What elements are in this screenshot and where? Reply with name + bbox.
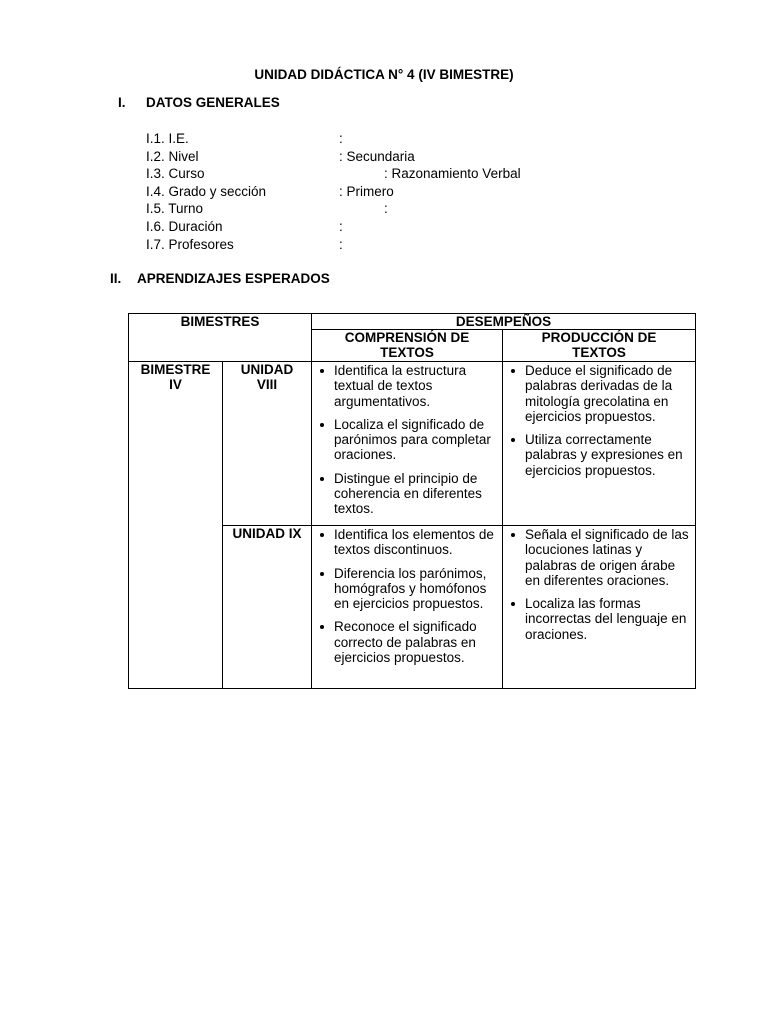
comprension-list (312, 526, 502, 671)
list-item: Identifica la estructura textual de textos argumentativos. (334, 363, 496, 409)
list-item: Utiliza correctamente palabras y expresiones en ejercicios propuestos. (525, 432, 689, 478)
general-data-label: I.3. Curso (146, 166, 205, 182)
general-data-label: I.4. Grado y sección (146, 183, 267, 199)
comprension-cell (312, 362, 503, 526)
produccion-list (503, 362, 695, 484)
produccion-cell (503, 526, 696, 689)
unit-name: UNIDAD IX (223, 526, 312, 689)
general-data-label: I.2. Nivel (146, 148, 199, 164)
list-item: Reconoce el significado correcto de palabras en ejercicios propuestos. (334, 619, 496, 665)
list-item: Localiza las formas incorrectas del lenguaje en oraciones. (525, 596, 689, 642)
header-comprension: COMPRENSIÓN DE TEXTOS (312, 330, 503, 362)
comprension-cell (312, 526, 503, 689)
section-title: DATOS GENERALES (146, 95, 280, 110)
general-data-value: : Razonamiento Verbal (384, 166, 521, 182)
general-data-label: I.7. Profesores (146, 236, 234, 252)
section-number: II. (110, 271, 122, 286)
section-number: I. (118, 95, 126, 110)
document-title: UNIDAD DIDÁCTICA N° 4 (IV BIMESTRE) (254, 67, 514, 82)
general-data-value: : (339, 131, 343, 146)
comprension-list (312, 362, 502, 523)
general-data-value: : (339, 218, 343, 234)
table-row-unidad-viii (129, 362, 696, 526)
general-data-value: : Primero (339, 183, 394, 199)
section-heading-aprendizajes (110, 271, 330, 286)
produccion-list (503, 526, 695, 648)
list-item: Identifica los elementos de textos discontinuos. (334, 527, 496, 558)
list-item: Deduce el significado de palabras derivadas de la mitología grecolatina en ejercicios propuestos. (525, 363, 689, 424)
list-item: Localiza el significado de parónimos para completar oraciones. (334, 417, 496, 463)
list-item: Diferencia los parónimos, homógrafos y homófonos en ejercicios propuestos. (334, 566, 496, 612)
table-header-row (129, 314, 696, 330)
section-title: APRENDIZAJES ESPERADOS (137, 271, 330, 286)
general-data-value: : Secundaria (339, 148, 415, 164)
general-data-value: : (339, 236, 343, 252)
header-produccion: PRODUCCIÓN DE TEXTOS (503, 330, 696, 362)
header-desempenos: DESEMPEÑOS (312, 314, 696, 330)
bimestre-cell: BIMESTRE IV (129, 362, 223, 689)
general-data-label: I.5. Turno (146, 201, 204, 217)
produccion-cell (503, 362, 696, 526)
general-data-label: I.6. Duración (146, 218, 223, 234)
unit-name: UNIDAD VIII (223, 362, 312, 526)
list-item: Distingue el principio de coherencia en diferentes textos. (334, 471, 496, 517)
list-item: Señala el significado de las locuciones latinas y palabras de origen árabe en diferentes oraciones. (525, 527, 689, 588)
learning-outcomes-table (128, 313, 696, 689)
general-data-value: : (384, 201, 388, 217)
general-data-label: I.1. I.E. (146, 131, 189, 146)
header-bimestres: BIMESTRES (129, 314, 312, 362)
section-heading-datos-generales (118, 95, 280, 110)
